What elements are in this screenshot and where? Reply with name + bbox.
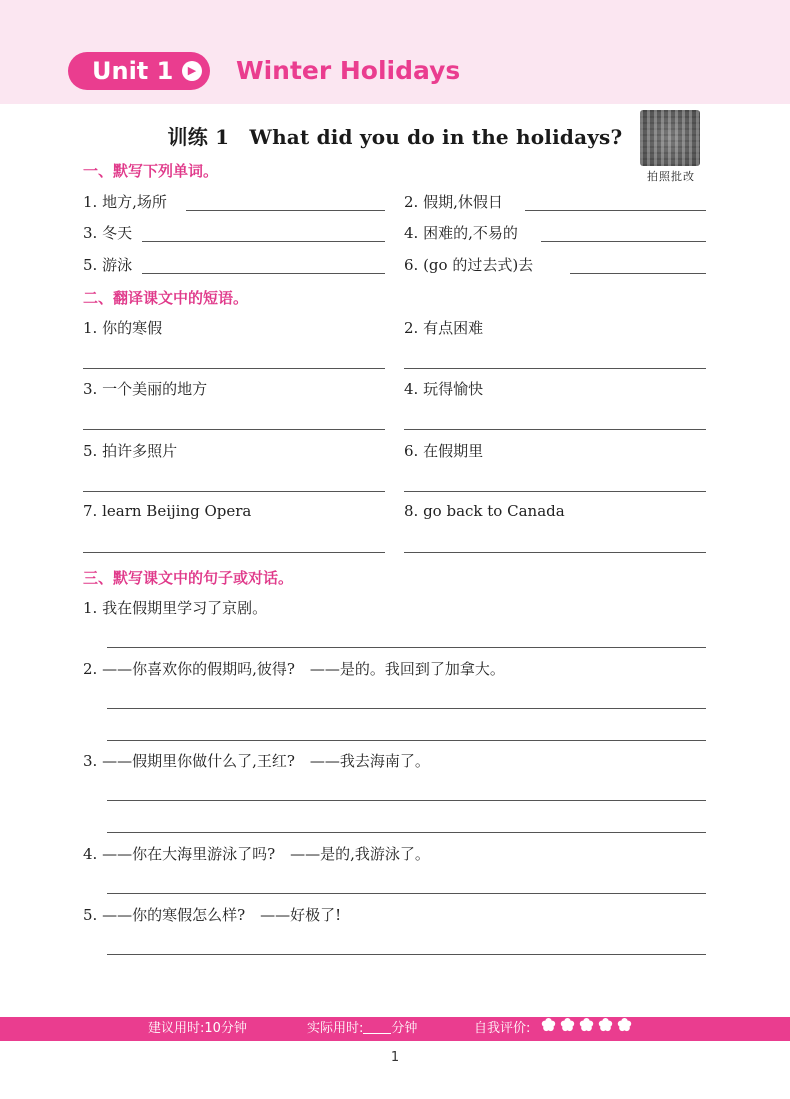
flower-star-icon[interactable] — [598, 1017, 613, 1032]
answer-line[interactable] — [570, 273, 706, 274]
answer-line[interactable] — [107, 893, 706, 894]
section-heading-words: 一、默写下列单词。 — [83, 162, 219, 180]
answer-line[interactable] — [142, 273, 385, 274]
unit-label: Unit 1 — [92, 57, 174, 85]
sentence-item: 3. ——假期里你做什么了,王红? ——我去海南了。 — [83, 752, 430, 770]
answer-line[interactable] — [186, 210, 385, 211]
page-number: 1 — [390, 1050, 400, 1065]
actual-time-blank[interactable] — [363, 1019, 391, 1034]
footer-band — [0, 1017, 790, 1041]
phrase-item: 2. 有点困难 — [404, 319, 484, 337]
section-heading-phrases: 二、翻译课文中的短语。 — [83, 289, 249, 307]
arrow-right-icon: ▶ — [182, 61, 202, 81]
qr-code-icon[interactable] — [640, 110, 700, 166]
actual-time-label: 实际用时: — [307, 1021, 364, 1036]
answer-line[interactable] — [525, 210, 706, 211]
answer-line[interactable] — [404, 491, 706, 492]
phrase-item: 6. 在假期里 — [404, 442, 484, 460]
answer-line[interactable] — [83, 552, 385, 553]
word-item: 6. (go 的过去式)去 — [404, 256, 534, 274]
unit-title: Winter Holidays — [236, 56, 461, 85]
phrase-item: 1. 你的寒假 — [83, 319, 163, 337]
section-heading-sentences: 三、默写课文中的句子或对话。 — [83, 569, 294, 587]
flower-star-icon[interactable] — [560, 1017, 575, 1032]
unit-badge — [68, 52, 210, 90]
qr-caption: 拍照批改 — [647, 170, 695, 183]
lesson-title: 训练 1 What did you do in the holidays? — [167, 125, 623, 149]
phrase-item: 5. 拍许多照片 — [83, 442, 178, 460]
word-item: 2. 假期,休假日 — [404, 193, 503, 211]
answer-line[interactable] — [107, 740, 706, 741]
answer-line[interactable] — [404, 368, 706, 369]
flower-star-icon[interactable] — [579, 1017, 594, 1032]
word-item: 1. 地方,场所 — [83, 193, 167, 211]
word-item: 3. 冬天 — [83, 224, 133, 242]
answer-line[interactable] — [83, 368, 385, 369]
answer-line[interactable] — [107, 647, 706, 648]
word-item: 5. 游泳 — [83, 256, 133, 274]
flower-star-icon[interactable] — [541, 1017, 556, 1032]
phrase-item: 8. go back to Canada — [404, 502, 565, 520]
sentence-item: 2. ——你喜欢你的假期吗,彼得? ——是的。我回到了加拿大。 — [83, 660, 505, 678]
answer-line[interactable] — [107, 832, 706, 833]
answer-line[interactable] — [404, 429, 706, 430]
answer-line[interactable] — [83, 429, 385, 430]
answer-line[interactable] — [107, 708, 706, 709]
answer-line[interactable] — [404, 552, 706, 553]
phrase-item: 3. 一个美丽的地方 — [83, 380, 208, 398]
actual-time — [307, 1017, 417, 1041]
flower-star-icon[interactable] — [617, 1017, 632, 1032]
answer-line[interactable] — [541, 241, 706, 242]
answer-line[interactable] — [142, 241, 385, 242]
phrase-item: 4. 玩得愉快 — [404, 380, 484, 398]
sentence-item: 4. ——你在大海里游泳了吗? ——是的,我游泳了。 — [83, 845, 430, 863]
sentence-item: 1. 我在假期里学习了京剧。 — [83, 599, 268, 617]
phrase-item: 7. learn Beijing Opera — [83, 502, 252, 520]
self-eval-label: 自我评价: — [474, 1021, 531, 1036]
answer-line[interactable] — [83, 491, 385, 492]
actual-time-unit: 分钟 — [391, 1021, 418, 1036]
suggested-time: 建议用时:10分钟 — [148, 1021, 247, 1036]
answer-line[interactable] — [107, 954, 706, 955]
sentence-item: 5. ——你的寒假怎么样? ——好极了! — [83, 906, 342, 924]
self-eval-stars[interactable] — [541, 1017, 636, 1041]
word-item: 4. 困难的,不易的 — [404, 224, 518, 242]
answer-line[interactable] — [107, 800, 706, 801]
